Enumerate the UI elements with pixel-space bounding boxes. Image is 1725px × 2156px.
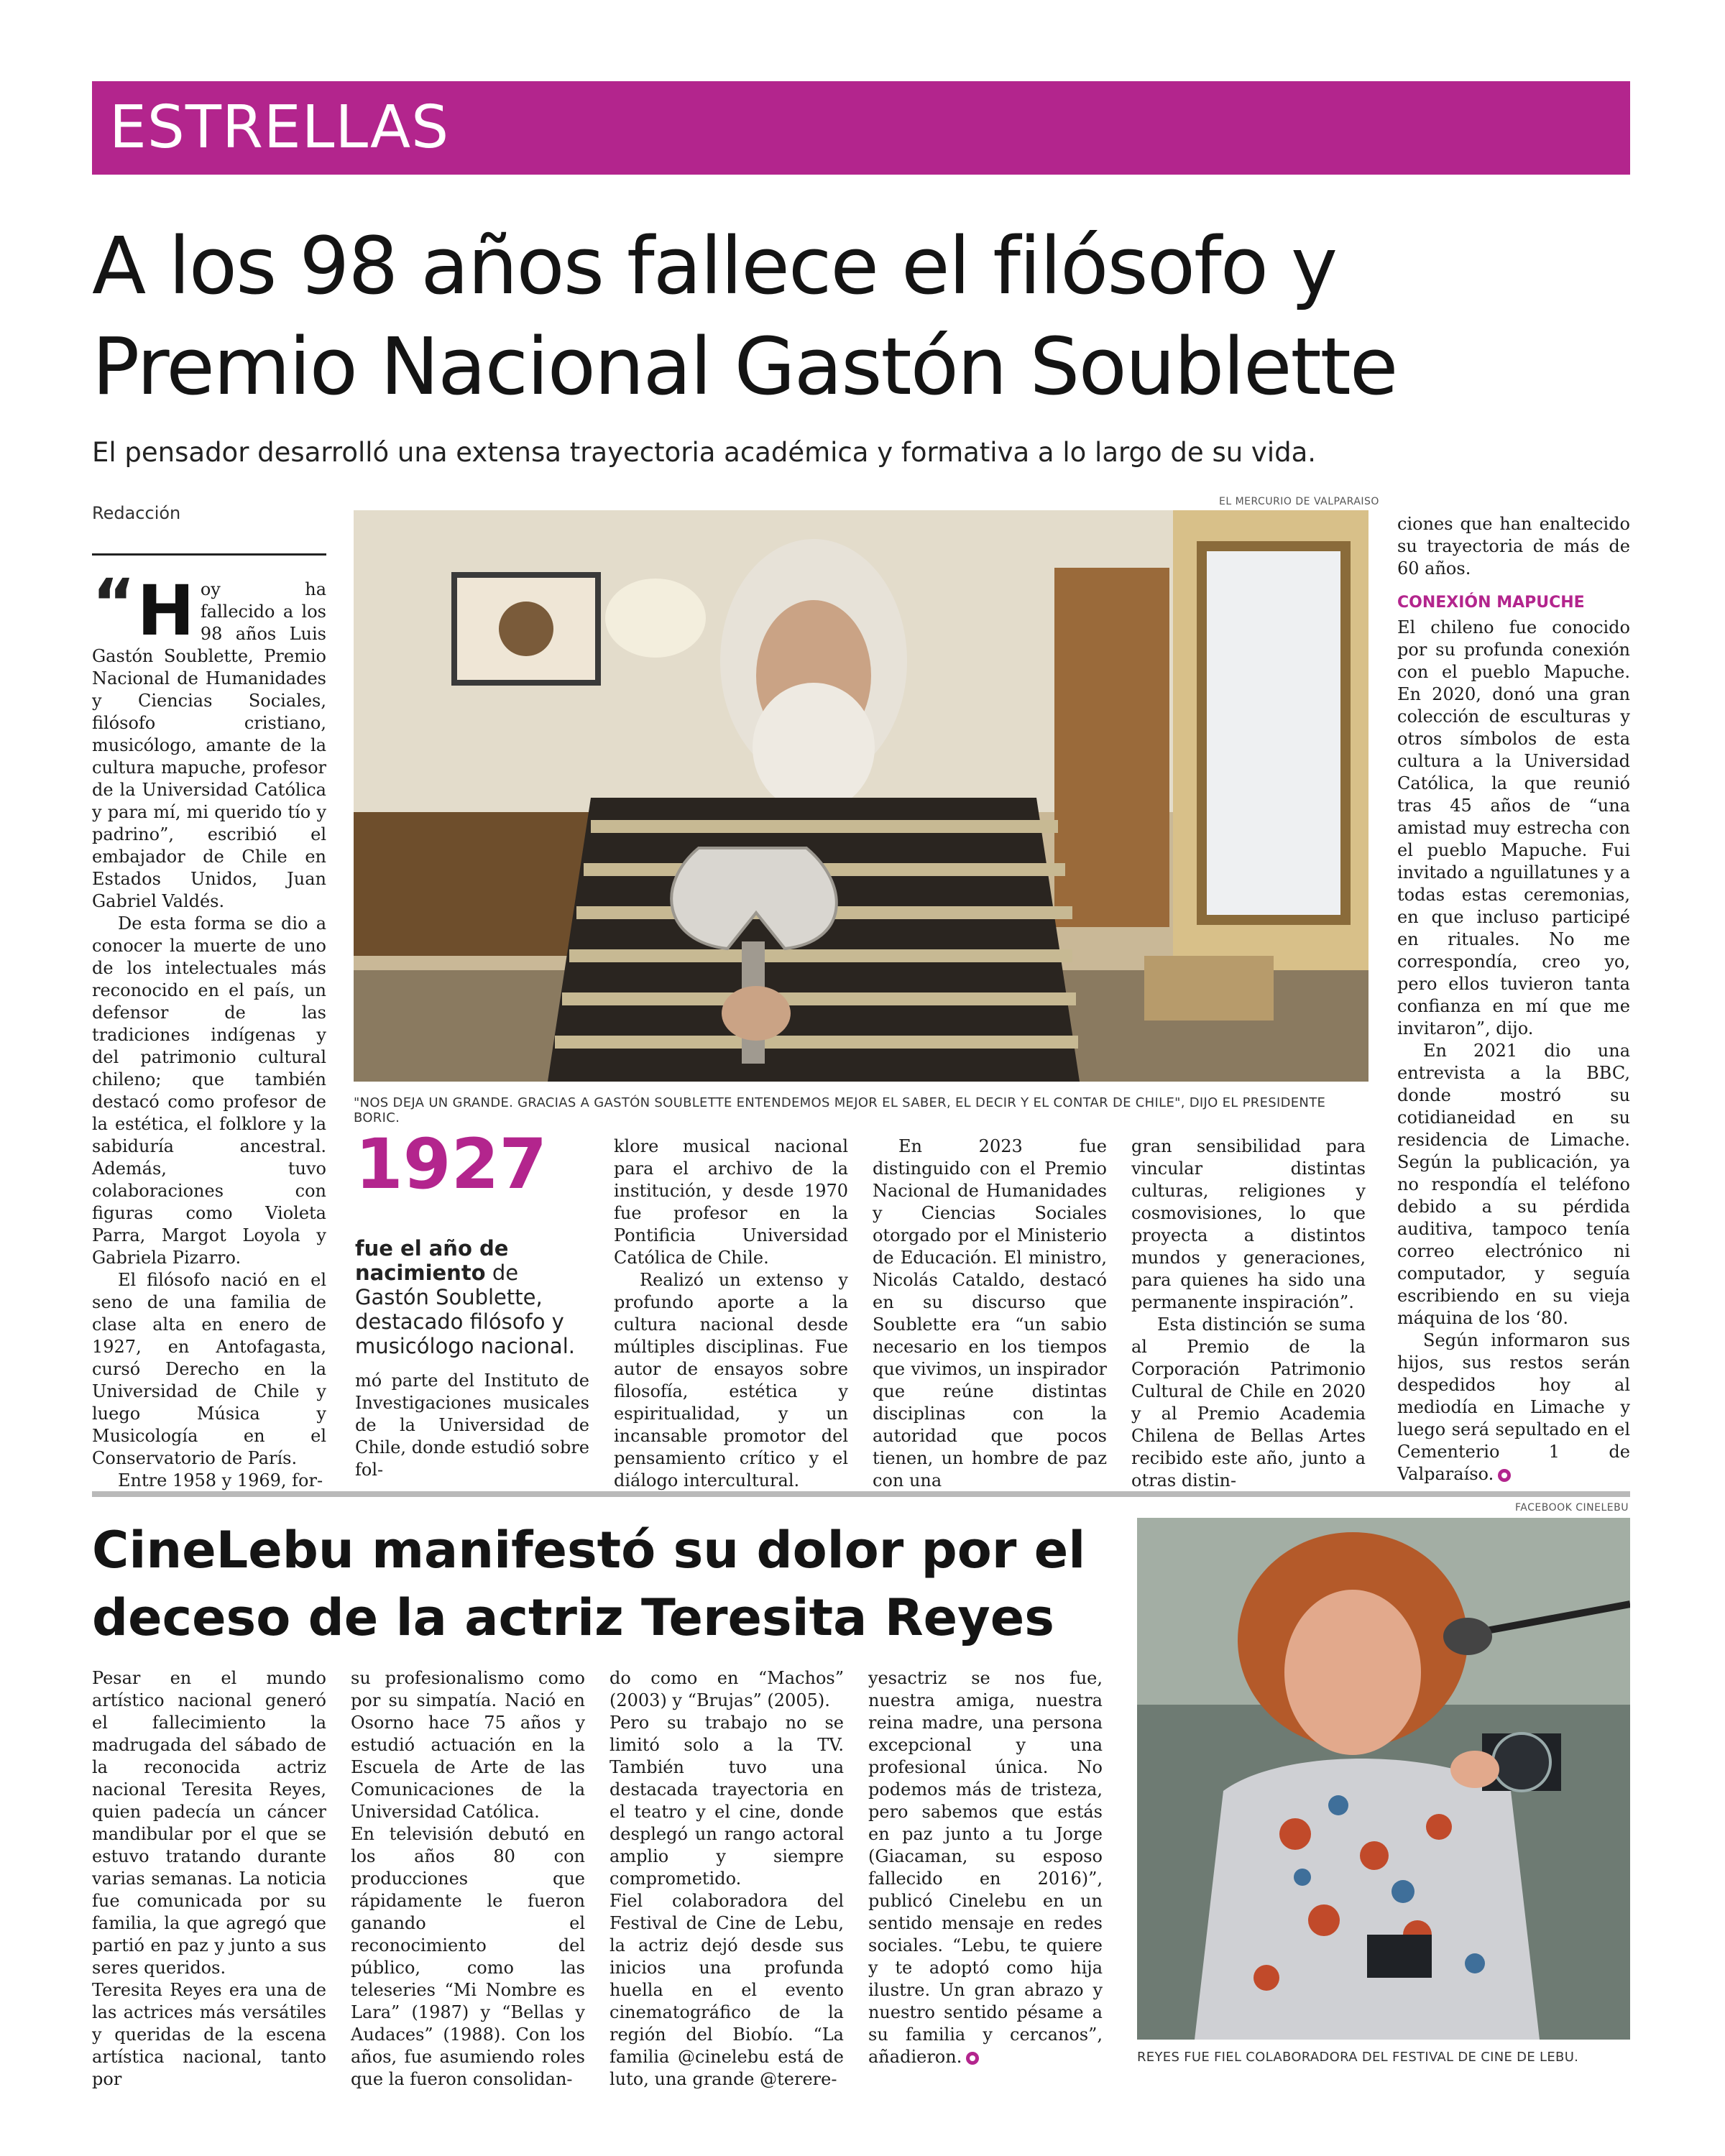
paragraph: De esta forma se dio a conocer la muerte de uno de los intelectuales más reconocido en el país, un defensor de las tradiciones indígenas y del patrimonio cultural chileno; que también destacó como profesor de la estética, el folklore y la sabiduría ancestral. Además, tuvo colaboraciones con figuras como Violeta Parra, Margot Loyola y Gabriela Pizarro. xyxy=(92,913,326,1268)
paragraph: Pero su trabajo no se limitó solo a la TV. También tuvo una destacada trayectoria en el teatro y el cine, donde desplegó un rango actoral amplio y siempre comprometido. xyxy=(610,1713,844,1889)
article1-column-3 xyxy=(614,1135,848,1492)
photo1-credit: EL MERCURIO DE VALPARAISO xyxy=(1219,496,1379,507)
photo1-caption: "NOS DEJA UN GRANDE. GRACIAS A GASTÓN SOUBLETTE ENTENDEMOS MEJOR EL SABER, EL DECIR Y EL CONTAR DE CHILE", DIJO EL PRESIDENTE BORIC. xyxy=(354,1095,1326,1125)
soublette-photo xyxy=(354,510,1368,1082)
article2-column-4 xyxy=(868,1667,1103,2068)
article1-headline-line1: A los 98 años fallece el filósofo y xyxy=(92,220,1337,312)
teresita-reyes-photo xyxy=(1137,1518,1630,2040)
article1-column-2 xyxy=(355,1370,589,1481)
paragraph: klore musical nacional para el archivo de la institución, y desde 1970 fue profesor en la Pontificia Universidad Católica de Chile. xyxy=(614,1136,848,1268)
photo2-credit: FACEBOOK CINELEBU xyxy=(1515,1502,1629,1514)
article1-headline xyxy=(92,216,1637,417)
article1-column-4 xyxy=(873,1135,1107,1492)
article-divider xyxy=(92,1491,1630,1497)
article2-column-3 xyxy=(610,1667,844,2091)
section-subhead: CONEXIÓN MAPUCHE xyxy=(1397,594,1585,612)
article1-byline: Redacción xyxy=(92,503,181,523)
paragraph: En 2023 fue distinguido con el Premio Nacional de Humanidades y Ciencias Sociales otorgado por el Ministerio de Educación. El ministro, Nicolás Cataldo, destacó en su discurso que Soublette era “un sabio necesario en los tiempos que vivimos, un inspirador que reúne distintas disciplinas con la autoridad que pocos tienen, un hombre de paz con una xyxy=(873,1136,1107,1491)
end-mark-icon xyxy=(966,2052,979,2065)
byline-rule xyxy=(92,553,326,556)
paragraph: gran sensibilidad para vincular distintas culturas, religiones y cosmovisiones, lo que proyecta a distintos mundos y generaciones, para quienes ha sido una permanente inspiración”. xyxy=(1131,1136,1366,1312)
paragraph: En 2021 dio una entrevista a la BBC, donde mostró su cotidianeidad en su residencia de Limache. Según la publicación, ya no respondía el teléfono debido a su pérdida auditiva, tampoco tenía correo electrónico ni computador, y seguía escribiendo en su vieja máquina de los ‘80. xyxy=(1397,1041,1630,1328)
article1-lead-paragraph: “ H oy ha fallecido a los 98 años Luis Gastón Soublette, Premio Nacional de Humanidades y Ciencias Sociales, filósofo cristiano, musicólogo, amante de la cultura mapuche, profesor de la Universidad Católica y para mí, mi querido tío y padrino”, escribió el embajador de Chile en Estados Unidos, Juan Gabriel Valdés. xyxy=(92,565,326,911)
factoid-text: fue el año de nacimiento de Gastón Soublette, destacado filósofo y musicólogo nacional. xyxy=(355,1236,575,1358)
paragraph: Esta distinción se suma al Premio de la Corporación Patrimonio Cultural de Chile en 2020 y al Premio Academia Chilena de Bellas Artes recibido este año, junto a otras distin- xyxy=(1131,1314,1366,1491)
paragraph: El chileno fue conocido por su profunda conexión con el pueblo Mapuche. En 2020, donó una gran colección de esculturas y otros símbolos de esta cultura a la Universidad Católica, la que reunió tras 45 años de “una amistad muy estrecha con el pueblo Mapuche. Fui invitado a nguillatunes y a todas estas ceremonias, en que incluso participé en rituales. No me correspondía, creo yo, pero ellos tuvieron tanta confianza en mí que me invitaron”, dijo. xyxy=(1397,617,1630,1038)
quote-mark: “ xyxy=(92,565,136,642)
article2-column-1 xyxy=(92,1667,326,2091)
article1-column-5 xyxy=(1131,1135,1366,1492)
paragraph: Realizó un extenso y profundo aporte a la cultura nacional desde múltiples disciplinas. Fue autor de ensayos sobre filosofía, estética y espiritualidad, y un incansable promotor del pensamiento crítico y el diálogo intercultural. xyxy=(614,1270,848,1491)
paragraph: Teresita Reyes era una de las actrices más versátiles y queridas de la escena artística nacional, tanto por xyxy=(92,1980,326,2089)
photo2-caption: REYES FUE FIEL COLABORADORA DEL FESTIVAL DE CINE DE LEBU. xyxy=(1137,2050,1579,2065)
paragraph: su profesionalismo como por su simpatía. Nació en Osorno hace 75 años y estudió actuación en la Escuela de Arte de las Comunicaciones de la Universidad Católica. xyxy=(351,1668,585,1822)
paragraph: ciones que han enaltecido su trayectoria de más de 60 años. xyxy=(1397,514,1630,579)
paragraph: do como en “Machos” (2003) y “Brujas” (2005). xyxy=(610,1668,844,1710)
article1-column-6 xyxy=(1397,513,1630,1485)
article2-column-2 xyxy=(351,1667,585,2091)
section-label: ESTRELLAS xyxy=(109,93,450,162)
article2-headline xyxy=(92,1516,1098,1651)
paragraph: mó parte del Instituto de Investigaciones musicales de la Universidad de Chile, donde estudió sobre fol- xyxy=(355,1370,589,1480)
article2-headline-line2: deceso de la actriz Teresita Reyes xyxy=(92,1588,1054,1647)
article1-headline-line2: Premio Nacional Gastón Soublette xyxy=(92,321,1397,413)
dropcap: H xyxy=(137,571,195,651)
article1-column-1 xyxy=(92,565,326,1492)
paragraph: yesactriz se nos fue, nuestra amiga, nuestra reina madre, una persona excepcional y una profesional única. No podemos más de tristeza, pero sabemos que estás en paz junto a tu Jorge (Giacaman, su esposo fallecido en 2016)”, publicó Cinelebu en un sentido mensaje en redes sociales. “Lebu, te quiere y te adoptó como hija ilustre. Un gran abrazo y nuestro sentido pésame a su familia y cercanos”, añadieron. xyxy=(868,1668,1103,2067)
paragraph: El filósofo nació en el seno de una familia de clase alta en enero de 1927, en Antofagasta, cursó Derecho en la Universidad de Chile y luego Música y Musicología en el Conservatorio de París. xyxy=(92,1270,326,1468)
paragraph: En televisión debutó en los años 80 con producciones que rápidamente le fueron ganando el reconocimiento del público, como las teleseries “Mi Nombre es Lara” (1987) y “Bellas y Audaces” (1988). Con los años, fue asumiendo roles que la fueron consolidan- xyxy=(351,1824,585,2089)
paragraph: Entre 1958 y 1969, for- xyxy=(118,1470,323,1491)
article1-subhead: El pensador desarrolló una extensa trayectoria académica y formativa a lo largo de su vida. xyxy=(92,437,1317,468)
article2-headline-line1: CineLebu manifestó su dolor por el xyxy=(92,1521,1086,1580)
paragraph: Según informaron sus hijos, sus restos serán despedidos hoy al mediodía en Limache y luego será sepultado en el Cementerio 1 de Valparaíso. xyxy=(1397,1330,1630,1484)
end-mark-icon xyxy=(1498,1469,1511,1482)
paragraph: Fiel colaboradora del Festival de Cine de Lebu, la actriz dejó desde sus inicios una profunda huella en el evento cinematográfico de la región del Biobío. “La familia @cinelebu está de luto, una grande @terere- xyxy=(610,1891,844,2089)
paragraph: Pesar en el mundo artístico nacional generó el fallecimiento la madrugada del sábado de la reconocida actriz nacional Teresita Reyes, quien padecía un cáncer mandibular por el que se estuvo tratando durante varias semanas. La noticia fue comunicada por su familia, la que agregó que partió en paz y junto a sus seres queridos. xyxy=(92,1668,326,1978)
factoid-number: 1927 xyxy=(355,1124,548,1204)
